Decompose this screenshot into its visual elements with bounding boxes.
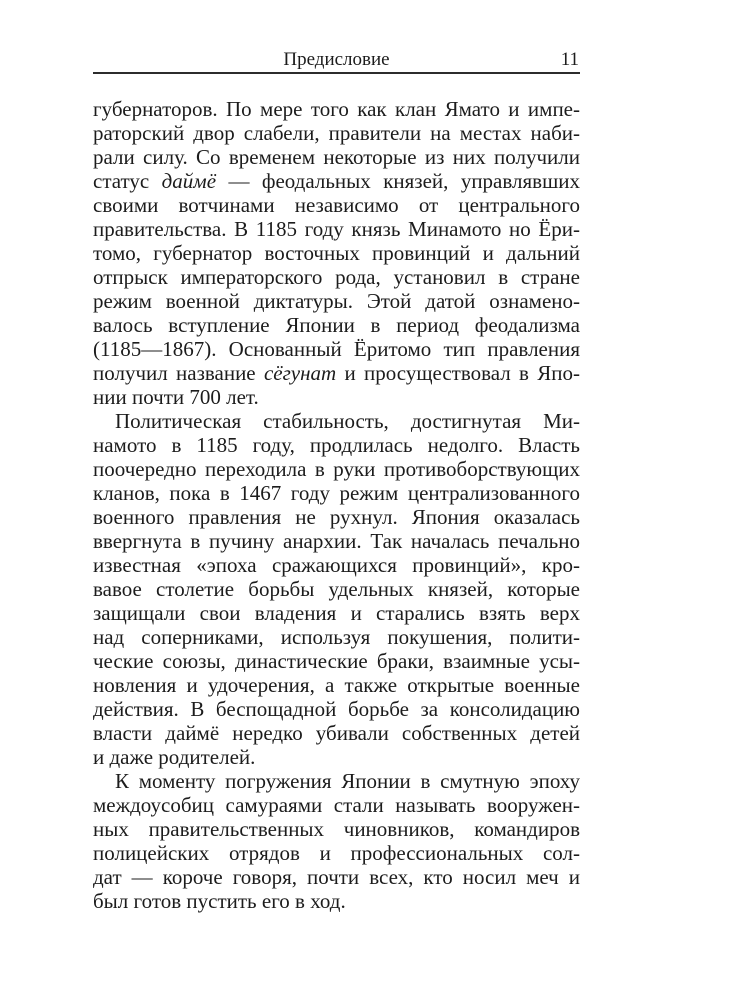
text-line: намото в 1185 году, продлилась недолго. Власть [93,433,580,457]
text-line: поочередно переходила в руки противоборствующих [93,457,580,481]
running-header [93,48,580,72]
text-line: кланов, пока в 1467 году режим централизованного [93,481,580,505]
page-number: 11 [560,49,579,70]
text-line: дат — короче говоря, почти всех, кто носил меч и [93,865,580,889]
text-column [93,48,580,913]
text-line: томо, губернатор восточных провинций и дальний [93,241,580,265]
text-line: над соперниками, используя покушения, полити- [93,625,580,649]
text-line: новления и удочерения, а также открытые военные [93,673,580,697]
text-line: и даже родителей. [93,745,256,769]
text-line: ных правительственных чиновников, командиров [93,817,580,841]
text-line: власти даймё нередко убивали собственных детей [93,721,580,745]
text-line: междоусобиц самураями стали называть вооружен- [93,793,580,817]
text-line: рали силу. Со временем некоторые из них получили [93,145,580,169]
text-line: валось вступление Японии в период феодализма [93,313,580,337]
text-line: защищали свои владения и старались взять верх [93,601,580,625]
text-line: режим военной диктатуры. Этой датой ознамено- [93,289,580,313]
text-line: раторский двор слабели, правители на местах наби- [93,121,580,145]
text-line: (1185—1867). Основанный Ёритомо тип правления [93,337,580,361]
text-line: полицейских отрядов и профессиональных сол- [93,841,580,865]
text-line: статус даймё — феодальных князей, управлявших [93,169,580,193]
text-line: ввергнута в пучину анархии. Так началась печально [93,529,580,553]
text-line: губернаторов. По мере того как клан Ямато и импе- [93,97,580,121]
chapter-title: Предисловие [283,49,390,70]
text-line: известная «эпоха сражающихся провинций», кро- [93,553,580,577]
text-line: К моменту погружения Японии в смутную эпоху [115,769,580,793]
text-line: правительства. В 1185 году князь Минамото но Ёри- [93,217,580,241]
text-line: нии почти 700 лет. [93,385,259,409]
header-rule [93,72,580,74]
text-line: отпрыск императорского рода, установил в стране [93,265,580,289]
text-line: получил название сёгунат и просуществовал в Япо- [93,361,580,385]
text-line: ческие союзы, династические браки, взаимные усы- [93,649,580,673]
body-text [93,97,580,913]
text-line: действия. В беспощадной борьбе за консолидацию [93,697,580,721]
text-line: военного правления не рухнул. Япония оказалась [93,505,580,529]
text-line: был готов пустить его в ход. [93,889,346,913]
text-line: вавое столетие борьбы удельных князей, которые [93,577,580,601]
text-line: Политическая стабильность, достигнутая Ми- [115,409,580,433]
text-line: своими вотчинами независимо от центрального [93,193,580,217]
